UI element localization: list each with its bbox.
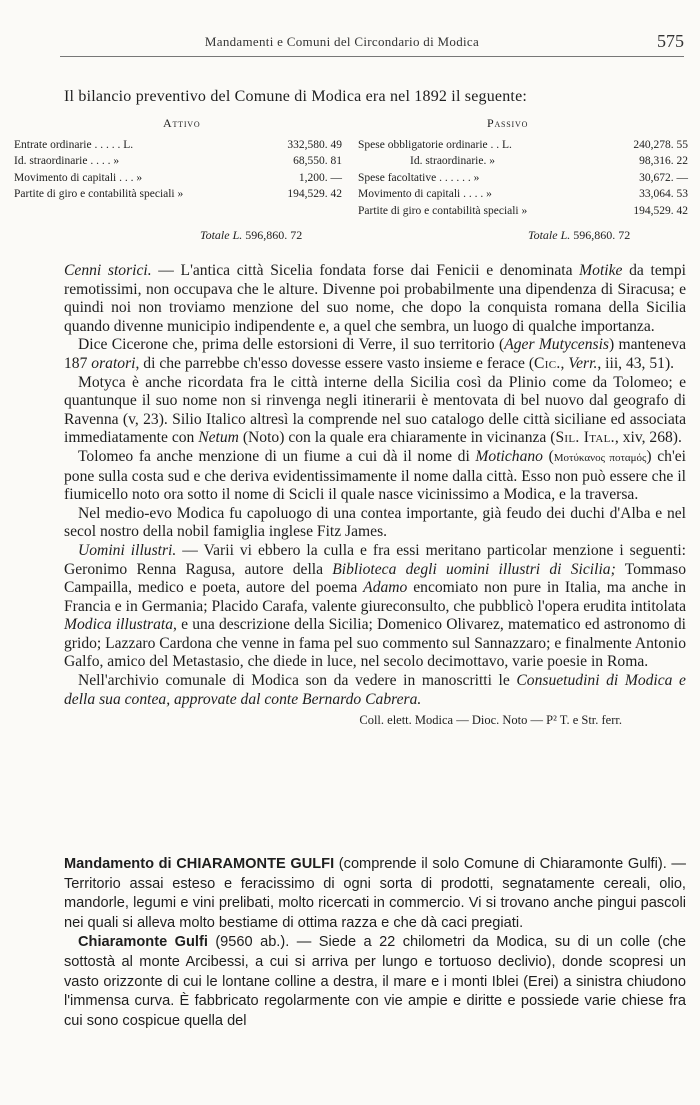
mandamento-section [64,855,686,1031]
attivo-total [200,228,302,243]
header-title: Mandamenti e Comuni del Circondario di Modica [204,34,480,49]
paragraph-uomini: Uomini illustri. — Varii vi ebbero la culla e fra essi meritano particolar menzione i seguenti: Geronimo Renna Ragusa, autore della Biblioteca degli uomini illustri di Sicilia; Tommaso Campailla, medico e poeta, autore del poema Adamo encomiato non pure in Italia, ma anche in Francia e in Germania; Placido Carafa, valente giureconsulto, che pubblicò l'opera erudita intitolata Modica illustrata, e una descrizione della Sicilia; Domenico Olivarez, matematico ed astronomo di grido; Lazzaro Cardona che venne in fama pel suo commento sul Sannazzaro; e finalmente Antonio Galfo, amico del Metastasio, che diede in luce, nel secolo decimottavo, varie poesie in Roma. [64,541,686,671]
passivo-heading: Passivo [487,116,529,130]
paragraph-cenni-1: Cenni storici. — L'antica città Sicelia fondata forse dai Fenicii e denominata Motike da tempi remotissimi, non occupava che le alture. Divenne poi probabilmente una dipendenza di Siracusa; e quindi noi non troviamo menzione del suo nome, che dopo la conquista romana della Sicilia quando divenne municipio indipendente e, a quel che sembra, un luogo di qualche importanza. [64,262,686,335]
table-row: Partite di giro e contabilità speciali » 194,529. 42 [358,204,688,217]
attivo-table [14,137,342,203]
attivo-total-value: 596,860. 72 [245,228,303,242]
passivo-table [358,137,688,219]
collegio-line: Coll. elett. Modica — Dioc. Noto — P² T. e Str. ferr. [359,713,622,728]
table-row: Id. straordinarie . . . . » 68,550. 81 [14,155,342,168]
passivo-total-value: 596,860. 72 [573,228,631,242]
paragraph-cenni-4: Tolomeo fa anche menzione di un fiume a cui dà il nome di Motichano (Μοτύκανος ποταμός) ch'ei pone sulla costa sud e che deriva evidentissimamente il nome dalla città. Esso non può essere che il fiumicello noto ora sotto il nome di Scicli il quale nasce vicinissimo a Modica, e la traversa. [64,447,687,504]
paragraph-cenni-5: Nel medio-evo Modica fu capoluogo di una contea importante, già feudo dei duchi d'Alba e nel secol nostro della nobil famiglia inglese Fitz James. [64,504,686,541]
paragraph-chiaramonte: Chiaramonte Gulfi (9560 ab.). — Siede a 22 chilometri da Modica, su di un colle (che sottostà al monte Arcibessi, a cui si arriva per lungo e tortuoso declivio), donde scopresi un vasto orizzonte di cui le lontane colline a destra, il mare e i monti Iblei (Erei) a sinistra chiudono l'immensa curva. È fabbricato regolarmente con vie ampie e diritte e possiede varie chiese fra cui sono cospicue quella del [64,934,686,1029]
paragraph-archivio: Nell'archivio comunale di Modica son da vedere in manoscritti le Consuetudini di Modica e della sua contea, approvate dal conte Bernardo Cabrera. [64,672,686,708]
table-row: Partite di giro e contabilità speciali » 194,529. 42 [14,188,342,201]
budget-intro: Il bilancio preventivo del Comune di Modica era nel 1892 il seguente: [64,88,528,105]
passivo-total [528,228,630,243]
attivo-heading: Attivo [163,116,201,130]
attivo-total-label: Totale L. [200,228,243,242]
running-header [60,31,684,57]
paragraph-cenni-3: Motyca è anche ricordata fra le città interne della Sicilia così da Plinio come da Tolomeo; e quantunque il suo nome non si rinvenga negli itinerarii è mentovata di bel nuovo dal geografo di Ravenna (v, 23). Silio Italico altresì la comprende nel suo catalogo delle città siciliane ed associata immediatamente con Netum (Noto) con la quale era chiaramente in vicinanza (Sil. Ital., xiv, 268). [64,373,686,447]
passivo-total-label: Totale L. [528,228,571,242]
table-row: Spese facoltative . . . . . . » 30,672. — [358,171,688,184]
table-row: Id. straordinarie. » 98,316. 22 [410,155,688,168]
paragraph-cenni-2: Dice Cicerone che, prima delle estorsioni di Verre, il suo territorio (Ager Mutycensis) manteneva 187 oratori, di che parrebbe ch'esso dovesse essere vasto insieme e ferace (Cic., Verr., iii, 43, 51). [64,336,687,372]
historical-notes [64,262,686,730]
table-row: Movimento di capitali . . . » 1,200. — [14,171,342,184]
table-row: Movimento di capitali . . . . » 33,064. 53 [358,188,688,201]
paragraph-mandamento: Mandamento di CHIARAMONTE GULFI (comprende il solo Comune di Chiaramonte Gulfi). — Territorio assai esteso e feracissimo di ogni sorta di prodotti, segnatamente cereali, olio, mandorle, legumi e vini prelibati, molto ricercati in commercio. Vi si trovano anche pingui pascoli nei quali si alleva molto bestiame di ottima razza e che dà caci pregiati. [64,856,687,931]
page-number: 575 [657,31,684,51]
table-row: Spese obbligatorie ordinarie . . L. 240,278. 55 [358,139,688,151]
table-row: Entrate ordinarie . . . . . L. 332,580. 49 [14,139,342,151]
